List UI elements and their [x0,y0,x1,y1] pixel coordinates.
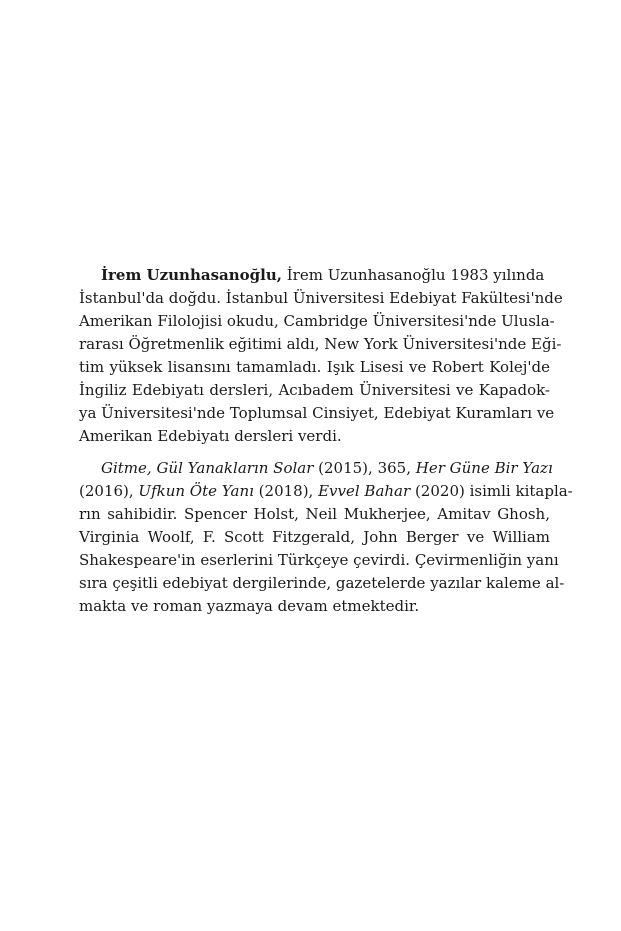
text-line: İstanbul'da doğdu. İstanbul Üniversitesi Edebiyat Fakültesi'nde [79,289,563,307]
text-line: tim yüksek lisansını tamamladı. Işık Lisesi ve Robert Kolej'de [79,358,550,376]
text-line: Amerikan Filolojisi okudu, Cambridge Üniversitesi'nde Ulusla- [79,312,555,330]
text-line: Virginia Woolf, F. Scott Fitzgerald, John Berger ve William [79,528,550,546]
line-text: (2016), [79,482,139,500]
text-line: rın sahibidir. Spencer Holst, Neil Mukherjee, Amitav Ghosh, [79,505,550,523]
book-title: Gitme, Gül Yanakların Solar [101,459,314,477]
line-text: (2015), 365, [313,459,416,477]
line-text: (2018), [253,482,319,500]
book-title: Ufkun Öte Yanı [138,482,254,500]
line-text: İrem Uzunhasanoğlu 1983 yılında [281,266,545,284]
bio-paragraph-2 [79,457,573,618]
author-biography [79,264,573,618]
text-line: makta ve roman yazmaya devam etmektedir. [79,597,420,615]
author-name: İrem Uzunhasanoğlu, [101,266,282,284]
text-line: ya Üniversitesi'nde Toplumsal Cinsiyet, Edebiyat Kuramları ve [79,404,555,422]
text-line: rarası Öğretmenlik eğitimi aldı, New York Üniversitesi'nde Eği- [79,335,562,353]
text-line: Amerikan Edebiyatı dersleri verdi. [79,427,342,445]
text-line [79,264,550,287]
text-line [79,480,573,503]
text-line: Shakespeare'in eserlerini Türkçeye çevirdi. Çevirmenliğin yanı [79,551,559,569]
text-line [79,457,553,480]
text-line: İngiliz Edebiyatı dersleri, Acıbadem Üniversitesi ve Kapadok- [79,381,550,399]
book-title: Her Güne Bir Yazı [415,459,553,477]
line-text: (2020) isimli kitapla- [410,482,573,500]
text-line: sıra çeşitli edebiyat dergilerinde, gazetelerde yazılar kaleme al- [79,574,565,592]
bio-paragraph-1 [79,264,563,448]
book-title: Evvel Bahar [318,482,411,500]
